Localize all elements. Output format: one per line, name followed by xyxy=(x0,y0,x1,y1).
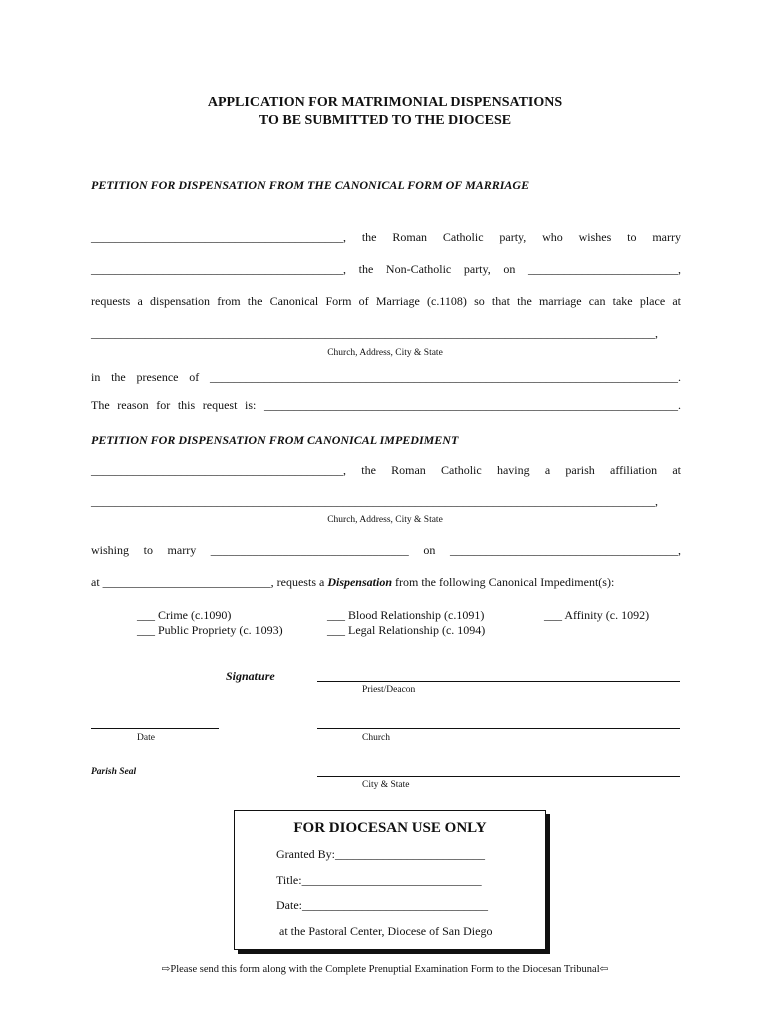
footer-text: Please send this form along with the Complete Prenuptial Examination Form to the Diocesan Tribunal xyxy=(170,964,600,975)
section1-heading: PETITION FOR DISPENSATION FROM THE CANONICAL FORM OF MARRIAGE xyxy=(91,178,530,192)
section1-presence-line[interactable]: in the presence of ______________________________________________________________________________. xyxy=(91,370,681,384)
pastoral-center-text: at the Pastoral Center, Diocese of San Diego xyxy=(279,924,493,938)
church-caption: Church xyxy=(362,733,390,743)
date-caption: Date xyxy=(137,733,155,743)
impediment-request-prefix: at ____________________________, requests a xyxy=(91,575,328,589)
signature-label: Signature xyxy=(226,669,275,683)
impediment-crime[interactable]: ___ Crime (c.1090) xyxy=(137,608,232,622)
title-field[interactable]: Title:______________________________ xyxy=(276,873,482,887)
document-title-line1: APPLICATION FOR MATRIMONIAL DISPENSATIONS xyxy=(207,95,563,110)
granted-by-field[interactable]: Granted By:_________________________ xyxy=(276,847,485,861)
section2-parish-line[interactable]: ______________________________________________________________________________________________, xyxy=(91,494,658,508)
diocesan-heading: FOR DIOCESAN USE ONLY xyxy=(293,820,487,836)
signature-line[interactable] xyxy=(317,681,680,682)
dispensation-emphasis: Dispensation xyxy=(327,575,392,589)
impediment-request-suffix: from the following Canonical Impediment(s): xyxy=(392,575,615,589)
city-state-caption: City & State xyxy=(362,780,410,790)
right-arrow-icon: ⇨ xyxy=(161,964,171,975)
section1-location-line[interactable]: ______________________________________________________________________________________________, xyxy=(91,326,658,340)
section1-noncatholic-party-line[interactable]: __________________________________________, the Non-Catholic party, on _________________________, xyxy=(91,262,681,276)
section2-parish-caption: Church, Address, City & State xyxy=(327,515,443,525)
impediment-legal-relationship[interactable]: ___ Legal Relationship (c. 1094) xyxy=(327,623,486,637)
left-arrow-icon: ⇦ xyxy=(599,964,609,975)
section2-impediment-request-line[interactable] xyxy=(91,575,614,590)
section1-reason-line[interactable]: The reason for this request is: _____________________________________________________________________. xyxy=(91,398,681,412)
document-title-line2: TO BE SUBMITTED TO THE DIOCESE xyxy=(258,113,512,128)
section2-catholic-party-line[interactable]: __________________________________________, the Roman Catholic having a parish affiliation at xyxy=(91,463,681,477)
section1-catholic-party-line[interactable]: __________________________________________, the Roman Catholic party, who wishes to marry xyxy=(91,230,681,244)
section1-request-line: requests a dispensation from the Canonical Form of Marriage (c.1108) so that the marriage can take place at xyxy=(91,294,681,308)
impediment-blood-relationship[interactable]: ___ Blood Relationship (c.1091) xyxy=(327,608,485,622)
priest-deacon-caption: Priest/Deacon xyxy=(362,685,416,695)
impediment-affinity[interactable]: ___ Affinity (c. 1092) xyxy=(544,608,650,622)
city-state-line[interactable] xyxy=(317,776,680,777)
church-line[interactable] xyxy=(317,728,680,729)
date-field[interactable]: Date:_______________________________ xyxy=(276,898,488,912)
parish-seal-label: Parish Seal xyxy=(91,767,137,777)
section1-location-caption: Church, Address, City & State xyxy=(327,348,443,358)
footer-note xyxy=(0,963,770,975)
section2-marry-line[interactable]: wishing to marry _________________________________ on ______________________________________, xyxy=(91,543,681,557)
date-line[interactable] xyxy=(91,728,219,729)
impediment-public-propriety[interactable]: ___ Public Propriety (c. 1093) xyxy=(137,623,283,637)
section2-heading: PETITION FOR DISPENSATION FROM CANONICAL IMPEDIMENT xyxy=(91,433,459,447)
diocesan-use-box xyxy=(234,810,546,950)
